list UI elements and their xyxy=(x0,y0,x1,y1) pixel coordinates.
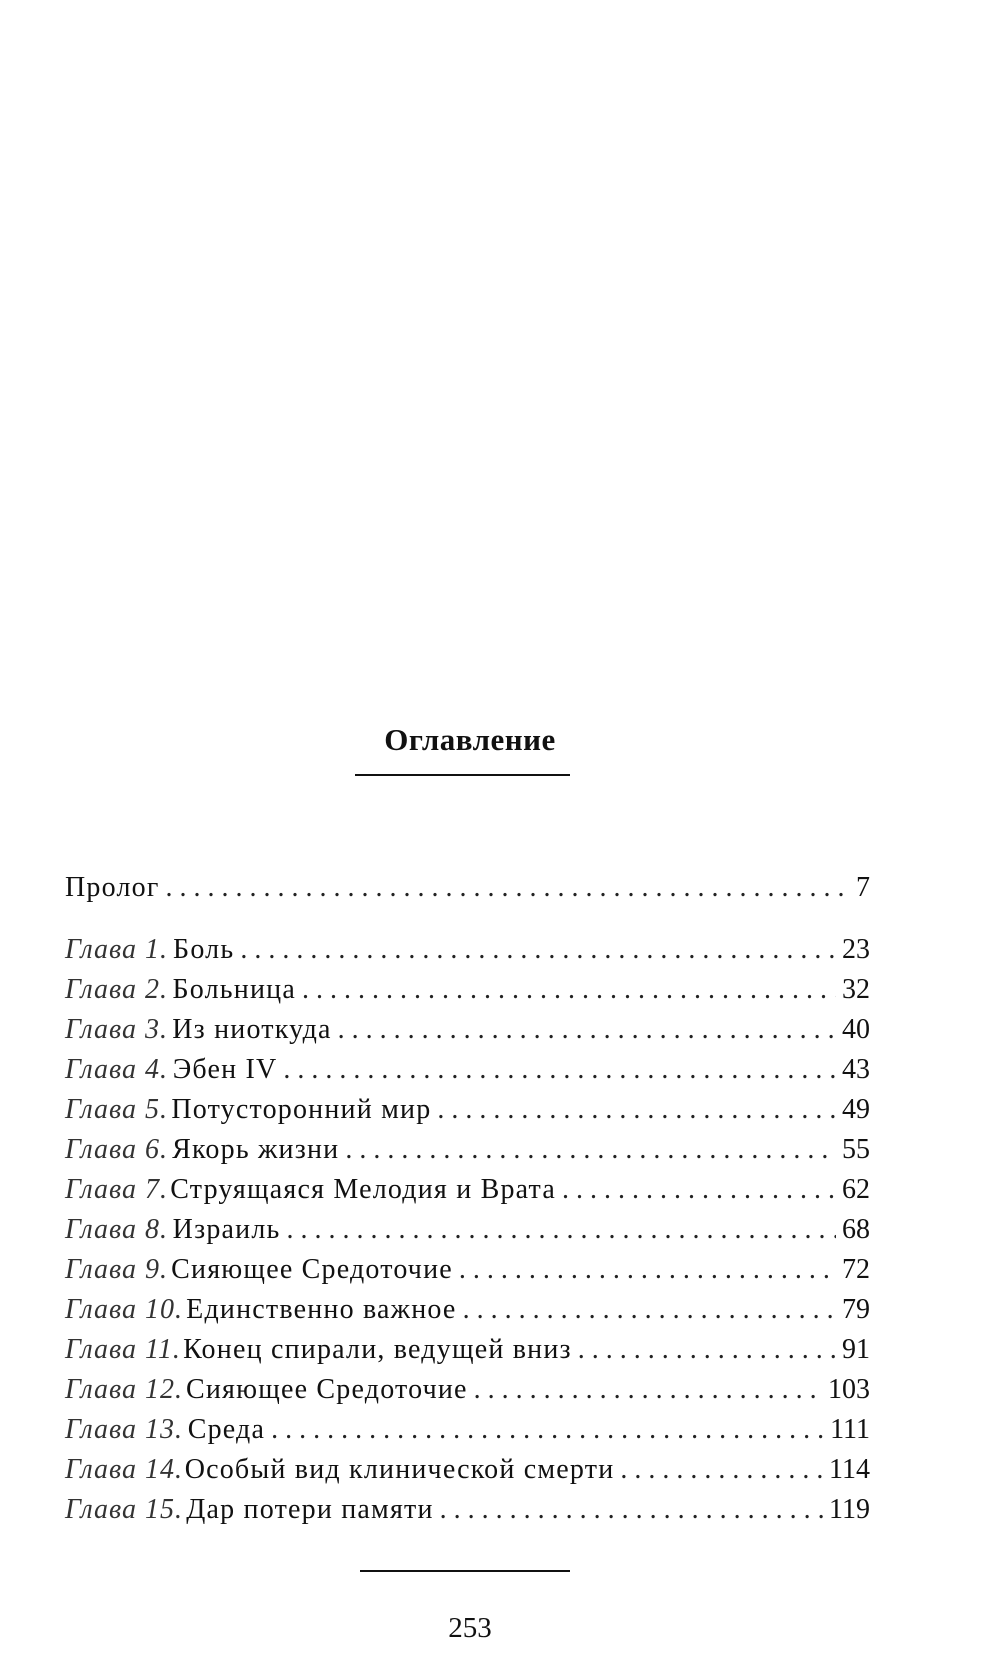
chapter-prefix: Глава 11. xyxy=(65,1334,181,1365)
dot-leader xyxy=(620,1450,823,1490)
toc-heading: Оглавление xyxy=(384,722,556,757)
dot-leader xyxy=(345,1130,836,1170)
chapter-title: Потусторонний мир xyxy=(171,1094,432,1125)
dot-leader xyxy=(338,1010,836,1050)
chapter-title: Израиль xyxy=(172,1214,281,1245)
chapter-title: Единственно важное xyxy=(186,1294,457,1325)
dot-leader xyxy=(578,1330,836,1370)
chapter-prefix: Глава 9. xyxy=(65,1254,168,1285)
chapter-page-number: 79 xyxy=(842,1294,870,1325)
dot-leader xyxy=(437,1090,836,1130)
heading-underline xyxy=(355,774,570,776)
chapter-page-number: 49 xyxy=(842,1094,870,1125)
chapter-title: Дар потери памяти xyxy=(186,1494,434,1525)
chapter-page-number: 103 xyxy=(828,1374,870,1405)
chapter-page-number: 43 xyxy=(842,1054,870,1085)
entry-title: Пролог xyxy=(65,872,160,903)
chapter-prefix: Глава 1. xyxy=(65,934,168,965)
dot-leader xyxy=(302,970,836,1010)
chapter-title: Сияющее Средоточие xyxy=(185,1374,468,1405)
dot-leader xyxy=(287,1210,837,1250)
chapter-prefix: Глава 14. xyxy=(65,1454,183,1485)
chapter-prefix: Глава 2. xyxy=(65,974,168,1005)
chapter-page-number: 111 xyxy=(830,1414,870,1445)
chapter-page-number: 23 xyxy=(842,934,870,965)
dot-leader xyxy=(463,1290,836,1330)
toc-entry xyxy=(65,1050,870,1090)
chapter-prefix: Глава 3. xyxy=(65,1014,168,1045)
toc-entry xyxy=(65,1130,870,1170)
toc-entry xyxy=(65,930,870,970)
chapter-title: Из ниоткуда xyxy=(172,1014,332,1045)
dot-leader xyxy=(474,1370,822,1410)
chapter-page-number: 119 xyxy=(829,1494,870,1525)
toc-entry xyxy=(65,1250,870,1290)
dot-leader xyxy=(440,1490,823,1530)
chapter-page-number: 114 xyxy=(829,1454,870,1485)
chapter-title: Струящаяся Мелодия и Врата xyxy=(170,1174,556,1205)
chapter-page-number: 91 xyxy=(842,1334,870,1365)
chapter-page-number: 68 xyxy=(842,1214,870,1245)
chapter-title: Особый вид клинической смерти xyxy=(184,1454,615,1485)
chapter-title: Больница xyxy=(172,974,296,1005)
chapter-title: Среда xyxy=(187,1414,266,1445)
dot-leader xyxy=(240,930,836,970)
toc-entry xyxy=(65,1010,870,1050)
chapter-title: Боль xyxy=(173,934,235,965)
page-number: 253 xyxy=(448,1612,492,1644)
chapter-prefix: Глава 12. xyxy=(65,1374,183,1405)
dot-leader xyxy=(166,868,850,908)
toc-entry xyxy=(65,1170,870,1210)
chapter-page-number: 55 xyxy=(842,1134,870,1165)
chapter-page-number: 40 xyxy=(842,1014,870,1045)
chapter-prefix: Глава 6. xyxy=(65,1134,168,1165)
toc-entry xyxy=(65,1490,870,1530)
dot-leader xyxy=(283,1050,836,1090)
chapter-prefix: Глава 5. xyxy=(65,1094,168,1125)
toc-entry xyxy=(65,1370,870,1410)
footer-rule xyxy=(360,1570,570,1572)
chapter-title: Эбен IV xyxy=(172,1054,278,1085)
toc-entry xyxy=(65,1330,870,1370)
toc-entry xyxy=(65,1410,870,1450)
entry-page-number: 7 xyxy=(856,872,870,903)
chapter-prefix: Глава 13. xyxy=(65,1414,183,1445)
table-of-contents xyxy=(65,868,870,1530)
toc-entry xyxy=(65,1210,870,1250)
chapter-prefix: Глава 4. xyxy=(65,1054,168,1085)
dot-leader xyxy=(562,1170,836,1210)
dot-leader xyxy=(271,1410,824,1450)
chapter-prefix: Глава 10. xyxy=(65,1294,183,1325)
chapter-page-number: 72 xyxy=(842,1254,870,1285)
dot-leader xyxy=(459,1250,836,1290)
toc-entry xyxy=(65,1290,870,1330)
chapter-title: Сияющее Средоточие xyxy=(171,1254,453,1285)
chapter-prefix: Глава 15. xyxy=(65,1494,183,1525)
toc-entry xyxy=(65,970,870,1010)
chapter-prefix: Глава 8. xyxy=(65,1214,168,1245)
chapter-title: Якорь жизни xyxy=(172,1134,340,1165)
chapter-page-number: 32 xyxy=(842,974,870,1005)
chapter-title: Конец спирали, ведущей вниз xyxy=(183,1334,572,1365)
toc-entry xyxy=(65,1450,870,1490)
chapter-prefix: Глава 7. xyxy=(65,1174,168,1205)
toc-entry xyxy=(65,1090,870,1130)
toc-entry-prologue xyxy=(65,868,870,908)
chapter-page-number: 62 xyxy=(842,1174,870,1205)
